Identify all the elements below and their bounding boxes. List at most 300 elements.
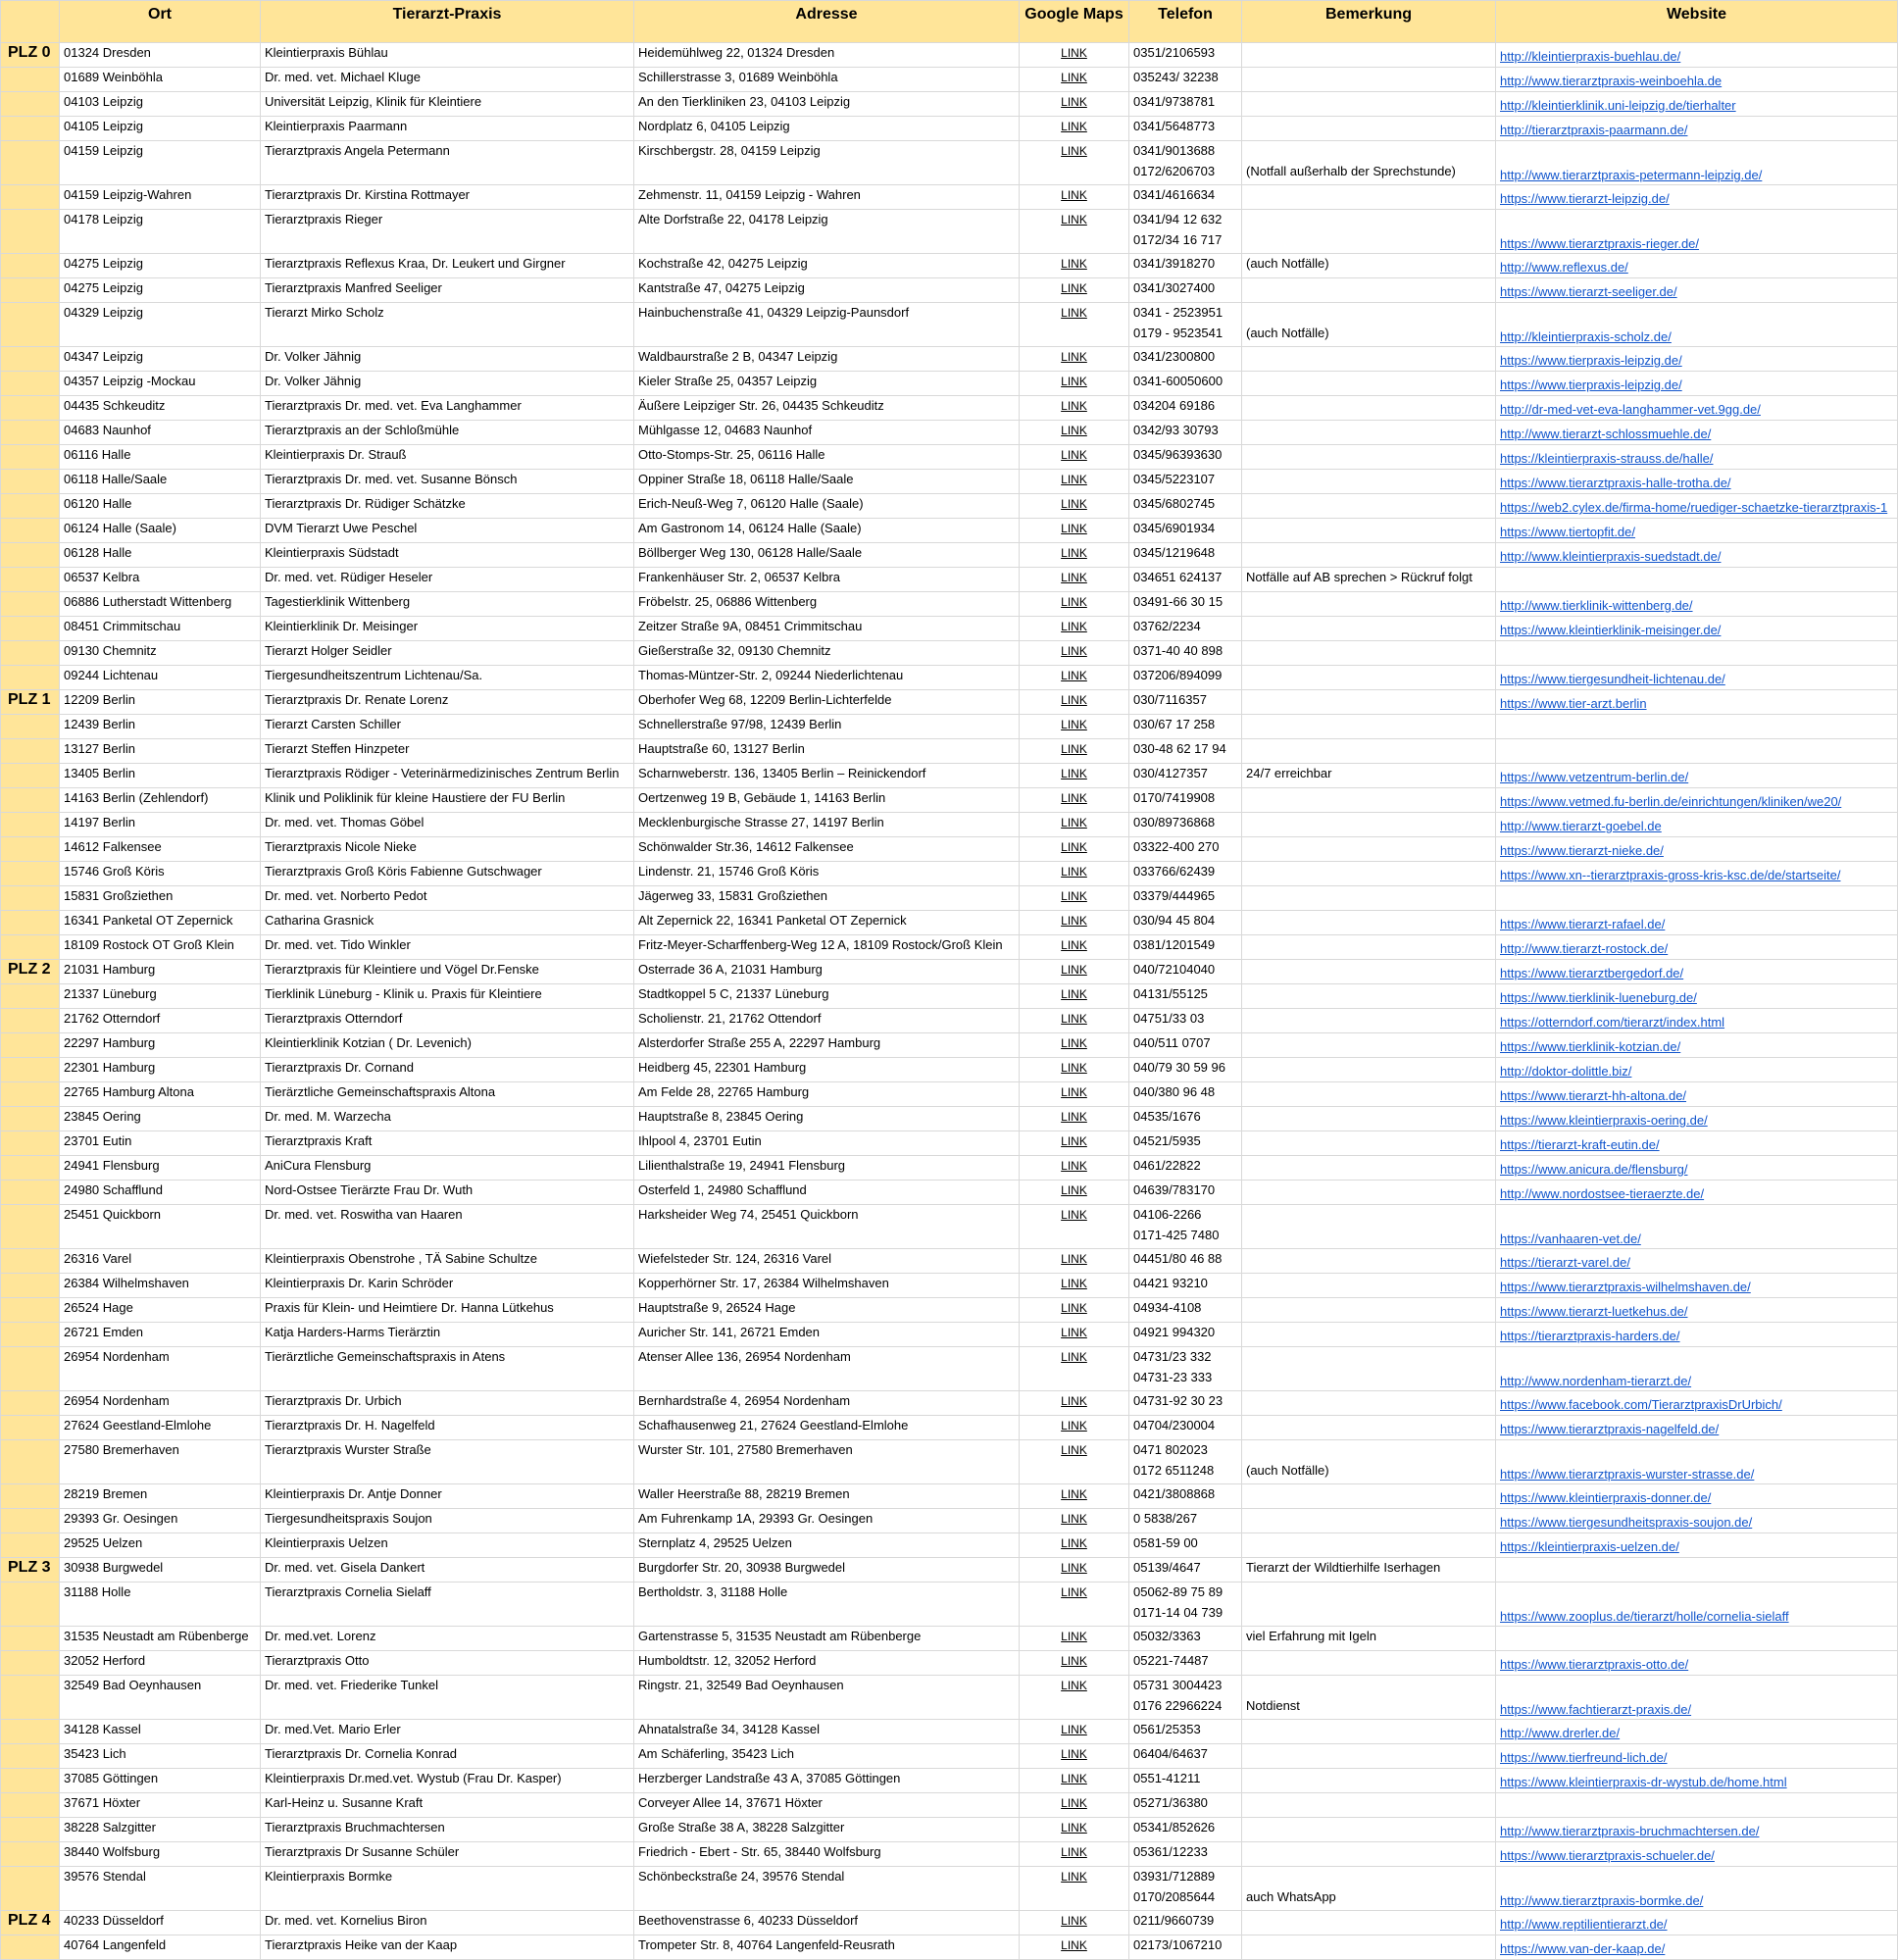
cell-ort[interactable]: 22301 Hamburg (60, 1058, 261, 1082)
plz-group-cell[interactable] (1, 592, 60, 617)
cell-telefon[interactable]: 03491-66 30 15 (1129, 592, 1242, 617)
cell-website[interactable] (1496, 862, 1898, 886)
cell-praxis[interactable]: Katja Harders-Harms Tierärztin (261, 1323, 634, 1347)
cell-praxis[interactable]: Tierarztpraxis Dr. Cornand (261, 1058, 634, 1082)
cell-praxis[interactable]: Catharina Grasnick (261, 911, 634, 935)
cell-praxis[interactable]: Tierarztpraxis Dr. Renate Lorenz (261, 690, 634, 715)
cell-telefon[interactable]: 0345/5223107 (1129, 470, 1242, 494)
maps-link[interactable]: LINK (1061, 889, 1087, 903)
plz-group-cell[interactable] (1, 1509, 60, 1533)
website-link[interactable]: http://kleintierpraxis-buehlau.de/ (1500, 49, 1681, 64)
cell-praxis[interactable]: Kleintierklinik Dr. Meisinger (261, 617, 634, 641)
header-ort[interactable]: Ort (60, 1, 261, 43)
cell-ort[interactable]: 15831 Großziethen (60, 886, 261, 911)
cell-website[interactable] (1496, 372, 1898, 396)
plz-group-cell[interactable] (1, 1867, 60, 1911)
plz-group-label[interactable]: PLZ 1 (1, 690, 60, 715)
cell-adresse[interactable]: Thomas-Müntzer-Str. 2, 09244 Niederlichtenau (634, 666, 1020, 690)
maps-link[interactable]: LINK (1061, 188, 1087, 202)
cell-ort[interactable]: 24941 Flensburg (60, 1156, 261, 1181)
website-link[interactable]: https://www.tierarzt-seeliger.de/ (1500, 284, 1677, 299)
cell-telefon[interactable]: 0341/9738781 (1129, 92, 1242, 117)
maps-link[interactable]: LINK (1061, 791, 1087, 805)
cell-website[interactable] (1496, 960, 1898, 984)
cell-praxis[interactable]: Tierarztpraxis Dr. H. Nagelfeld (261, 1416, 634, 1440)
cell-bemerkung[interactable] (1242, 1935, 1496, 1960)
maps-link[interactable]: LINK (1061, 914, 1087, 928)
website-link[interactable]: https://www.tierarztpraxis-rieger.de/ (1500, 236, 1700, 251)
plz-group-cell[interactable] (1, 1082, 60, 1107)
cell-adresse[interactable]: Kirschbergstr. 28, 04159 Leipzig (634, 141, 1020, 185)
plz-group-cell[interactable] (1, 886, 60, 911)
website-link[interactable]: https://tierarzt-varel.de/ (1500, 1255, 1630, 1270)
cell-bemerkung[interactable] (1242, 1274, 1496, 1298)
cell-website[interactable] (1496, 254, 1898, 278)
plz-group-cell[interactable] (1, 254, 60, 278)
cell-ort[interactable]: 32052 Herford (60, 1651, 261, 1676)
cell-adresse[interactable]: Harksheider Weg 74, 25451 Quickborn (634, 1205, 1020, 1249)
website-link[interactable]: https://www.tier-arzt.berlin (1500, 696, 1647, 711)
plz-group-cell[interactable] (1, 1205, 60, 1249)
maps-link[interactable]: LINK (1061, 742, 1087, 756)
cell-telefon[interactable] (1129, 303, 1242, 347)
cell-praxis[interactable]: Tierarztpraxis Dr. Rüdiger Schätzke (261, 494, 634, 519)
maps-link[interactable]: LINK (1061, 1772, 1087, 1785)
cell-google-maps[interactable] (1020, 68, 1129, 92)
cell-praxis[interactable]: Tierarztpraxis Manfred Seeliger (261, 278, 634, 303)
plz-group-cell[interactable] (1, 470, 60, 494)
cell-praxis[interactable]: Nord-Ostsee Tierärzte Frau Dr. Wuth (261, 1181, 634, 1205)
cell-website[interactable] (1496, 1323, 1898, 1347)
plz-group-cell[interactable] (1, 494, 60, 519)
website-link[interactable]: https://www.tierfreund-lich.de/ (1500, 1750, 1668, 1765)
cell-adresse[interactable]: Hauptstraße 60, 13127 Berlin (634, 739, 1020, 764)
cell-bemerkung[interactable] (1242, 1391, 1496, 1416)
cell-bemerkung[interactable] (1242, 1033, 1496, 1058)
plz-group-cell[interactable] (1, 1583, 60, 1627)
plz-group-cell[interactable] (1, 372, 60, 396)
cell-adresse[interactable]: Schafhausenweg 21, 27624 Geestland-Elmlohe (634, 1416, 1020, 1440)
cell-google-maps[interactable] (1020, 764, 1129, 788)
maps-link[interactable]: LINK (1061, 865, 1087, 879)
website-link[interactable]: https://www.tierarzt-luetkehus.de/ (1500, 1304, 1688, 1319)
cell-website[interactable] (1496, 303, 1898, 347)
maps-link[interactable]: LINK (1061, 1870, 1087, 1884)
phone-primary[interactable]: 03931/712889 (1133, 1869, 1216, 1884)
header-telefon[interactable]: Telefon (1129, 1, 1242, 43)
cell-ort[interactable]: 14612 Falkensee (60, 837, 261, 862)
website-link[interactable]: http://www.nordostsee-tieraerzte.de/ (1500, 1186, 1705, 1201)
cell-telefon[interactable]: 04934-4108 (1129, 1298, 1242, 1323)
cell-website[interactable] (1496, 1676, 1898, 1720)
cell-bemerkung[interactable] (1242, 396, 1496, 421)
plz-group-cell[interactable] (1, 519, 60, 543)
plz-group-cell[interactable] (1, 1249, 60, 1274)
plz-group-label[interactable]: PLZ 2 (1, 960, 60, 984)
cell-bemerkung[interactable] (1242, 1744, 1496, 1769)
cell-website[interactable] (1496, 470, 1898, 494)
cell-praxis[interactable]: Dr. med. vet. Kornelius Biron (261, 1911, 634, 1935)
cell-ort[interactable]: 13127 Berlin (60, 739, 261, 764)
website-link[interactable]: https://www.tierarzt-hh-altona.de/ (1500, 1088, 1687, 1103)
cell-adresse[interactable]: Zehmenstr. 11, 04159 Leipzig - Wahren (634, 185, 1020, 210)
cell-bemerkung[interactable] (1242, 92, 1496, 117)
cell-telefon[interactable]: 0345/1219648 (1129, 543, 1242, 568)
plz-group-cell[interactable] (1, 1181, 60, 1205)
maps-link[interactable]: LINK (1061, 350, 1087, 364)
cell-bemerkung[interactable] (1242, 911, 1496, 935)
cell-google-maps[interactable] (1020, 1720, 1129, 1744)
maps-link[interactable]: LINK (1061, 1630, 1087, 1643)
maps-link[interactable]: LINK (1061, 1443, 1087, 1457)
plz-group-cell[interactable] (1, 278, 60, 303)
cell-praxis[interactable]: Tierarzt Mirko Scholz (261, 303, 634, 347)
cell-telefon[interactable]: 05361/12233 (1129, 1842, 1242, 1867)
cell-praxis[interactable]: Kleintierklinik Kotzian ( Dr. Levenich) (261, 1033, 634, 1058)
maps-link[interactable]: LINK (1061, 1208, 1087, 1222)
cell-telefon[interactable] (1129, 1676, 1242, 1720)
cell-ort[interactable]: 37085 Göttingen (60, 1769, 261, 1793)
cell-telefon[interactable]: 05271/36380 (1129, 1793, 1242, 1818)
cell-telefon[interactable]: 0342/93 30793 (1129, 421, 1242, 445)
maps-link[interactable]: LINK (1061, 95, 1087, 109)
cell-website[interactable] (1496, 1935, 1898, 1960)
maps-link[interactable]: LINK (1061, 1723, 1087, 1736)
cell-google-maps[interactable] (1020, 254, 1129, 278)
cell-adresse[interactable]: Trompeter Str. 8, 40764 Langenfeld-Reusrath (634, 1935, 1020, 1960)
cell-adresse[interactable]: Ahnatalstraße 34, 34128 Kassel (634, 1720, 1020, 1744)
cell-google-maps[interactable] (1020, 1818, 1129, 1842)
cell-google-maps[interactable] (1020, 1249, 1129, 1274)
cell-ort[interactable]: 27624 Geestland-Elmlohe (60, 1416, 261, 1440)
cell-website[interactable] (1496, 43, 1898, 68)
cell-google-maps[interactable] (1020, 1842, 1129, 1867)
cell-google-maps[interactable] (1020, 1484, 1129, 1509)
cell-website[interactable] (1496, 421, 1898, 445)
cell-praxis[interactable]: Tierarztpraxis Nicole Nieke (261, 837, 634, 862)
cell-ort[interactable]: 38440 Wolfsburg (60, 1842, 261, 1867)
cell-telefon[interactable] (1129, 1583, 1242, 1627)
cell-website[interactable] (1496, 1651, 1898, 1676)
cell-praxis[interactable]: Dr. med. vet. Tido Winkler (261, 935, 634, 960)
cell-bemerkung[interactable] (1242, 1058, 1496, 1082)
cell-google-maps[interactable] (1020, 92, 1129, 117)
cell-telefon[interactable]: 05032/3363 (1129, 1627, 1242, 1651)
cell-google-maps[interactable] (1020, 837, 1129, 862)
cell-adresse[interactable]: Kopperhörner Str. 17, 26384 Wilhelmshaven (634, 1274, 1020, 1298)
cell-ort[interactable]: 04357 Leipzig -Mockau (60, 372, 261, 396)
cell-telefon[interactable]: 030/7116357 (1129, 690, 1242, 715)
cell-google-maps[interactable] (1020, 1156, 1129, 1181)
cell-website[interactable] (1496, 1033, 1898, 1058)
cell-website[interactable] (1496, 568, 1898, 592)
cell-telefon[interactable]: 0381/1201549 (1129, 935, 1242, 960)
cell-website[interactable] (1496, 886, 1898, 911)
cell-praxis[interactable]: Dr. med. vet. Norberto Pedot (261, 886, 634, 911)
cell-praxis[interactable]: Kleintierpraxis Dr.med.vet. Wystub (Frau Dr. Kasper) (261, 1769, 634, 1793)
cell-ort[interactable]: 04103 Leipzig (60, 92, 261, 117)
cell-google-maps[interactable] (1020, 1769, 1129, 1793)
cell-website[interactable] (1496, 1818, 1898, 1842)
cell-bemerkung[interactable] (1242, 862, 1496, 886)
cell-bemerkung[interactable] (1242, 837, 1496, 862)
cell-adresse[interactable]: Osterfeld 1, 24980 Schafflund (634, 1181, 1020, 1205)
plz-group-cell[interactable] (1, 1935, 60, 1960)
cell-telefon[interactable]: 0170/7419908 (1129, 788, 1242, 813)
cell-website[interactable] (1496, 278, 1898, 303)
website-link[interactable]: https://www.tierarzt-nieke.de/ (1500, 843, 1664, 858)
cell-website[interactable] (1496, 935, 1898, 960)
cell-website[interactable] (1496, 739, 1898, 764)
cell-ort[interactable]: 15746 Groß Köris (60, 862, 261, 886)
plz-group-cell[interactable] (1, 935, 60, 960)
cell-telefon[interactable] (1129, 1347, 1242, 1391)
cell-website[interactable] (1496, 715, 1898, 739)
website-link[interactable]: https://tierarzt-kraft-eutin.de/ (1500, 1137, 1660, 1152)
cell-bemerkung[interactable] (1242, 1509, 1496, 1533)
cell-website[interactable] (1496, 543, 1898, 568)
maps-link[interactable]: LINK (1061, 1301, 1087, 1315)
cell-website[interactable] (1496, 666, 1898, 690)
cell-telefon[interactable]: 04704/230004 (1129, 1416, 1242, 1440)
cell-telefon[interactable]: 04535/1676 (1129, 1107, 1242, 1131)
maps-link[interactable]: LINK (1061, 375, 1087, 388)
website-link[interactable]: https://www.vetzentrum-berlin.de/ (1500, 770, 1689, 784)
cell-adresse[interactable]: Fröbelstr. 25, 06886 Wittenberg (634, 592, 1020, 617)
cell-telefon[interactable]: 0341-60050600 (1129, 372, 1242, 396)
website-link[interactable]: https://www.tierarztpraxis-nagelfeld.de/ (1500, 1422, 1720, 1436)
cell-telefon[interactable]: 04521/5935 (1129, 1131, 1242, 1156)
cell-adresse[interactable]: Stadtkoppel 5 C, 21337 Lüneburg (634, 984, 1020, 1009)
cell-adresse[interactable]: Lindenstr. 21, 15746 Groß Köris (634, 862, 1020, 886)
cell-ort[interactable]: 26954 Nordenham (60, 1391, 261, 1416)
maps-link[interactable]: LINK (1061, 473, 1087, 486)
maps-link[interactable]: LINK (1061, 1277, 1087, 1290)
cell-telefon[interactable]: 02173/1067210 (1129, 1935, 1242, 1960)
cell-adresse[interactable]: Kochstraße 42, 04275 Leipzig (634, 254, 1020, 278)
cell-website[interactable] (1496, 1181, 1898, 1205)
cell-ort[interactable]: 26524 Hage (60, 1298, 261, 1323)
cell-website[interactable] (1496, 1720, 1898, 1744)
cell-ort[interactable]: 25451 Quickborn (60, 1205, 261, 1249)
cell-google-maps[interactable] (1020, 1676, 1129, 1720)
cell-google-maps[interactable] (1020, 1744, 1129, 1769)
cell-praxis[interactable]: Karl-Heinz u. Susanne Kraft (261, 1793, 634, 1818)
phone-primary[interactable]: 0341/9013688 (1133, 143, 1216, 158)
maps-link[interactable]: LINK (1061, 1512, 1087, 1526)
cell-telefon[interactable]: 040/79 30 59 96 (1129, 1058, 1242, 1082)
cell-adresse[interactable]: Nordplatz 6, 04105 Leipzig (634, 117, 1020, 141)
maps-link[interactable]: LINK (1061, 718, 1087, 731)
website-link[interactable]: http://www.tierklinik-wittenberg.de/ (1500, 598, 1693, 613)
cell-google-maps[interactable] (1020, 347, 1129, 372)
cell-bemerkung[interactable] (1242, 813, 1496, 837)
maps-link[interactable]: LINK (1061, 1012, 1087, 1026)
cell-bemerkung[interactable]: Notfälle auf AB sprechen > Rückruf folgt (1242, 568, 1496, 592)
plz-group-cell[interactable] (1, 788, 60, 813)
cell-adresse[interactable]: Große Straße 38 A, 38228 Salzgitter (634, 1818, 1020, 1842)
cell-adresse[interactable]: Waldbaurstraße 2 B, 04347 Leipzig (634, 347, 1020, 372)
cell-google-maps[interactable] (1020, 421, 1129, 445)
cell-website[interactable] (1496, 1842, 1898, 1867)
cell-praxis[interactable]: Kleintierpraxis Obenstrohe , TÄ Sabine Schultze (261, 1249, 634, 1274)
cell-praxis[interactable]: Tierarztpraxis Dr. Cornelia Konrad (261, 1744, 634, 1769)
plz-group-cell[interactable] (1, 1842, 60, 1867)
cell-website[interactable] (1496, 1533, 1898, 1558)
cell-telefon[interactable]: 0351/2106593 (1129, 43, 1242, 68)
maps-link[interactable]: LINK (1061, 669, 1087, 682)
cell-bemerkung[interactable] (1242, 421, 1496, 445)
plz-group-cell[interactable] (1, 739, 60, 764)
cell-praxis[interactable]: Tierarztpraxis für Kleintiere und Vögel Dr.Fenske (261, 960, 634, 984)
cell-website[interactable] (1496, 68, 1898, 92)
cell-telefon[interactable]: 0341/3027400 (1129, 278, 1242, 303)
plz-group-cell[interactable] (1, 68, 60, 92)
cell-ort[interactable]: 22765 Hamburg Altona (60, 1082, 261, 1107)
website-link[interactable]: https://www.tierarzt-rafael.de/ (1500, 917, 1666, 931)
phone-primary[interactable]: 0341/94 12 632 (1133, 212, 1223, 226)
cell-adresse[interactable]: Zeitzer Straße 9A, 08451 Crimmitschau (634, 617, 1020, 641)
plz-group-cell[interactable] (1, 1676, 60, 1720)
maps-link[interactable]: LINK (1061, 1036, 1087, 1050)
cell-bemerkung[interactable] (1242, 1249, 1496, 1274)
cell-telefon[interactable]: 0461/22822 (1129, 1156, 1242, 1181)
cell-bemerkung[interactable] (1242, 715, 1496, 739)
cell-praxis[interactable]: Dr. med. M. Warzecha (261, 1107, 634, 1131)
cell-ort[interactable]: 09130 Chemnitz (60, 641, 261, 666)
cell-ort[interactable]: 04105 Leipzig (60, 117, 261, 141)
cell-ort[interactable]: 31188 Holle (60, 1583, 261, 1627)
website-link[interactable]: https://www.tierarztpraxis-schueler.de/ (1500, 1848, 1715, 1863)
cell-google-maps[interactable] (1020, 1033, 1129, 1058)
plz-group-cell[interactable] (1, 303, 60, 347)
cell-adresse[interactable]: Alsterdorfer Straße 255 A, 22297 Hamburg (634, 1033, 1020, 1058)
cell-adresse[interactable]: An den Tierkliniken 23, 04103 Leipzig (634, 92, 1020, 117)
cell-bemerkung[interactable] (1242, 1818, 1496, 1842)
cell-ort[interactable]: 08451 Crimmitschau (60, 617, 261, 641)
cell-google-maps[interactable] (1020, 641, 1129, 666)
cell-website[interactable] (1496, 764, 1898, 788)
cell-bemerkung[interactable] (1242, 210, 1496, 254)
plz-group-cell[interactable] (1, 141, 60, 185)
website-link[interactable]: https://www.kleintierpraxis-donner.de/ (1500, 1490, 1712, 1505)
cell-ort[interactable]: 04159 Leipzig (60, 141, 261, 185)
cell-ort[interactable]: 12209 Berlin (60, 690, 261, 715)
website-link[interactable]: https://otterndorf.com/tierarzt/index.html (1500, 1015, 1725, 1030)
cell-ort[interactable]: 01689 Weinböhla (60, 68, 261, 92)
cell-ort[interactable]: 30938 Burgwedel (60, 1558, 261, 1583)
cell-website[interactable] (1496, 813, 1898, 837)
cell-praxis[interactable]: Tierarztpraxis Dr. Kirstina Rottmayer (261, 185, 634, 210)
cell-praxis[interactable]: Tierarzt Carsten Schiller (261, 715, 634, 739)
maps-link[interactable]: LINK (1061, 1394, 1087, 1408)
cell-praxis[interactable]: AniCura Flensburg (261, 1156, 634, 1181)
cell-website[interactable] (1496, 1484, 1898, 1509)
phone-secondary[interactable]: 0171-14 04 739 (1133, 1605, 1224, 1620)
cell-google-maps[interactable] (1020, 1793, 1129, 1818)
plz-group-cell[interactable] (1, 837, 60, 862)
cell-praxis[interactable]: Tierarztpraxis Wurster Straße (261, 1440, 634, 1484)
cell-telefon[interactable]: 030/94 45 804 (1129, 911, 1242, 935)
cell-telefon[interactable]: 05139/4647 (1129, 1558, 1242, 1583)
cell-ort[interactable]: 06124 Halle (Saale) (60, 519, 261, 543)
cell-adresse[interactable]: Mecklenburgische Strasse 27, 14197 Berlin (634, 813, 1020, 837)
plz-group-cell[interactable] (1, 1033, 60, 1058)
cell-praxis[interactable]: Tierarztpraxis Angela Petermann (261, 141, 634, 185)
cell-google-maps[interactable] (1020, 1935, 1129, 1960)
maps-link[interactable]: LINK (1061, 281, 1087, 295)
plz-group-cell[interactable] (1, 1533, 60, 1558)
plz-group-cell[interactable] (1, 1391, 60, 1416)
cell-telefon[interactable]: 04451/80 46 88 (1129, 1249, 1242, 1274)
plz-group-cell[interactable] (1, 813, 60, 837)
maps-link[interactable]: LINK (1061, 1326, 1087, 1339)
cell-google-maps[interactable] (1020, 445, 1129, 470)
cell-ort[interactable]: 24980 Schafflund (60, 1181, 261, 1205)
cell-ort[interactable]: 29393 Gr. Oesingen (60, 1509, 261, 1533)
maps-link[interactable]: LINK (1061, 522, 1087, 535)
cell-bemerkung[interactable]: 24/7 erreichbar (1242, 764, 1496, 788)
cell-bemerkung[interactable]: viel Erfahrung mit Igeln (1242, 1627, 1496, 1651)
plz-group-cell[interactable] (1, 862, 60, 886)
cell-praxis[interactable]: Dr. med. vet. Roswitha van Haaren (261, 1205, 634, 1249)
cell-bemerkung[interactable] (1242, 117, 1496, 141)
cell-ort[interactable]: 21031 Hamburg (60, 960, 261, 984)
cell-telefon[interactable] (1129, 1205, 1242, 1249)
maps-link[interactable]: LINK (1061, 1350, 1087, 1364)
cell-telefon[interactable]: 030-48 62 17 94 (1129, 739, 1242, 764)
maps-link[interactable]: LINK (1061, 693, 1087, 707)
cell-telefon[interactable]: 04421 93210 (1129, 1274, 1242, 1298)
plz-group-cell[interactable] (1, 1744, 60, 1769)
cell-praxis[interactable]: Tierarztpraxis Dr. med. vet. Susanne Bönsch (261, 470, 634, 494)
maps-link[interactable]: LINK (1061, 644, 1087, 658)
plz-group-label[interactable]: PLZ 0 (1, 43, 60, 68)
cell-website[interactable] (1496, 837, 1898, 862)
maps-link[interactable]: LINK (1061, 424, 1087, 437)
cell-google-maps[interactable] (1020, 1181, 1129, 1205)
cell-praxis[interactable]: Tierarztpraxis Groß Köris Fabienne Gutschwager (261, 862, 634, 886)
cell-praxis[interactable]: Tiergesundheitszentrum Lichtenau/Sa. (261, 666, 634, 690)
cell-bemerkung[interactable] (1242, 1676, 1496, 1720)
cell-adresse[interactable]: Oppiner Straße 18, 06118 Halle/Saale (634, 470, 1020, 494)
cell-adresse[interactable]: Wiefelsteder Str. 124, 26316 Varel (634, 1249, 1020, 1274)
cell-adresse[interactable]: Frankenhäuser Str. 2, 06537 Kelbra (634, 568, 1020, 592)
cell-adresse[interactable]: Äußere Leipziger Str. 26, 04435 Schkeuditz (634, 396, 1020, 421)
cell-telefon[interactable]: 030/4127357 (1129, 764, 1242, 788)
maps-link[interactable]: LINK (1061, 1654, 1087, 1668)
cell-ort[interactable]: 04435 Schkeuditz (60, 396, 261, 421)
cell-adresse[interactable]: Otto-Stomps-Str. 25, 06116 Halle (634, 445, 1020, 470)
website-link[interactable]: http://www.tierarzt-schlossmuehle.de/ (1500, 427, 1712, 441)
cell-google-maps[interactable] (1020, 1627, 1129, 1651)
cell-adresse[interactable]: Heidemühlweg 22, 01324 Dresden (634, 43, 1020, 68)
plz-group-cell[interactable] (1, 764, 60, 788)
maps-link[interactable]: LINK (1061, 595, 1087, 609)
cell-ort[interactable]: 06128 Halle (60, 543, 261, 568)
cell-google-maps[interactable] (1020, 396, 1129, 421)
cell-bemerkung[interactable] (1242, 960, 1496, 984)
website-link[interactable]: http://www.reptilientierarzt.de/ (1500, 1917, 1668, 1932)
cell-praxis[interactable]: Praxis für Klein- und Heimtiere Dr. Hanna Lütkehus (261, 1298, 634, 1323)
website-link[interactable]: https://www.tiertopfit.de/ (1500, 525, 1636, 539)
maps-link[interactable]: LINK (1061, 816, 1087, 829)
cell-website[interactable] (1496, 1744, 1898, 1769)
header-website[interactable]: Website (1496, 1, 1898, 43)
maps-link[interactable]: LINK (1061, 1796, 1087, 1810)
maps-link[interactable]: LINK (1061, 1110, 1087, 1124)
maps-link[interactable]: LINK (1061, 257, 1087, 271)
